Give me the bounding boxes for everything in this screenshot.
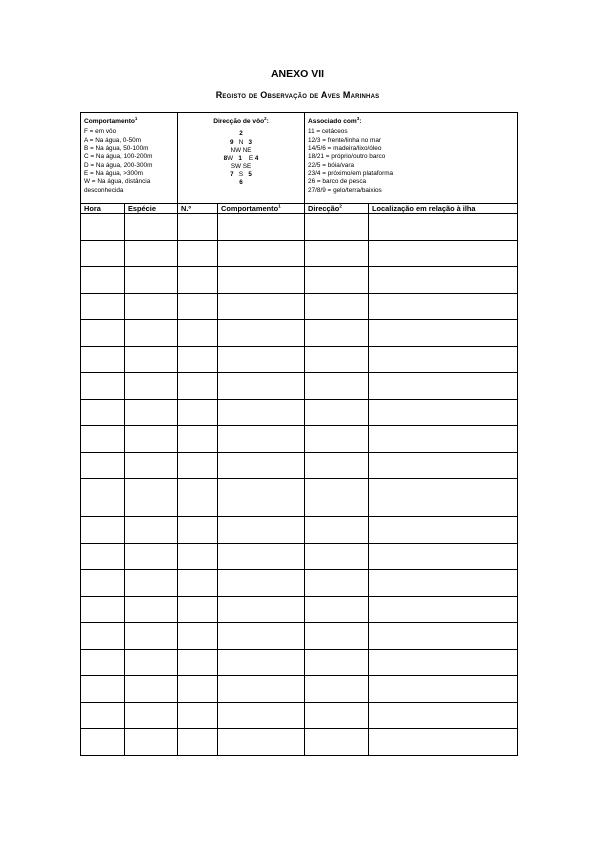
cell-direccao[interactable] [305,517,369,544]
cell-numero[interactable] [178,623,218,650]
cell-hora[interactable] [81,320,125,347]
cell-direccao[interactable] [305,320,369,347]
cell-comportamento[interactable] [218,729,305,756]
cell-especie[interactable] [125,479,178,517]
cell-hora[interactable] [81,702,125,729]
cell-especie[interactable] [125,649,178,676]
column-header-row [81,204,518,214]
cell-comportamento[interactable] [218,346,305,373]
associated-legend-item: 12/3 = frente/linha no mar [308,136,382,144]
cell-comportamento[interactable] [218,596,305,623]
column-header-direccao: Direcção$^2$ [305,204,369,214]
compass-center-number: 1 [238,154,242,162]
table-row [81,729,518,756]
cell-especie[interactable] [125,426,178,453]
compass-se-number: 5 [248,170,252,178]
behaviour-legend-item: E = Na água, >300m [84,169,143,177]
cell-numero[interactable] [178,320,218,347]
cell-hora[interactable] [81,267,125,294]
cell-localizacao[interactable] [369,346,518,373]
cell-direccao[interactable] [305,570,369,597]
page-title: ANEXO VII [270,68,325,80]
table-row [81,702,518,729]
table-row [81,452,518,479]
cell-numero[interactable] [178,676,218,703]
behaviour-legend-item: desconhecida [84,186,124,194]
cell-direccao[interactable] [305,729,369,756]
table-row [81,214,518,241]
cell-direccao[interactable] [305,596,369,623]
associated-legend-item: 18/21 = próprio/outro barco [308,153,386,161]
cell-numero[interactable] [178,596,218,623]
cell-comportamento[interactable] [218,373,305,400]
cell-comportamento[interactable] [218,426,305,453]
cell-especie[interactable] [125,214,178,241]
cell-numero[interactable] [178,702,218,729]
associated-legend-items [308,128,514,194]
compass-w-letter: W [227,154,234,162]
cell-direccao[interactable] [305,373,369,400]
compass-s-letter: S [238,170,244,178]
cell-comportamento[interactable] [218,267,305,294]
associated-legend-item: 11 = cetáceos [308,128,348,136]
table-row [81,373,518,400]
column-header-comportamento: Comportamento$^1$ [218,204,305,214]
compass-nw-number: 9 [229,138,234,146]
behaviour-legend [81,113,178,204]
behaviour-legend-item: B = Na água, 50-100m [84,145,149,153]
cell-numero[interactable] [178,452,218,479]
cell-comportamento[interactable] [218,479,305,517]
compass-e-letter: E [248,154,254,162]
table-row [81,596,518,623]
table-row [81,570,518,597]
cell-hora[interactable] [81,543,125,570]
cell-comportamento[interactable] [218,240,305,267]
cell-numero[interactable] [178,517,218,544]
cell-localizacao[interactable] [369,543,518,570]
cell-especie[interactable] [125,596,178,623]
cell-direccao[interactable] [305,267,369,294]
column-header-localizacao: Localização em relação à ilha [369,204,518,214]
compass-n-letter: N [238,138,244,146]
cell-hora[interactable] [81,729,125,756]
cell-direccao[interactable] [305,649,369,676]
cell-localizacao[interactable] [369,293,518,320]
cell-hora[interactable] [81,676,125,703]
cell-hora[interactable] [81,479,125,517]
column-header-numero: N.º [178,204,218,214]
compass-sw-se: SW SE [230,162,252,170]
cell-numero[interactable] [178,214,218,241]
cell-hora[interactable] [81,452,125,479]
cell-hora[interactable] [81,293,125,320]
cell-numero[interactable] [178,479,218,517]
column-header-especie: Espécie [125,204,178,214]
cell-comportamento[interactable] [218,320,305,347]
cell-localizacao[interactable] [369,702,518,729]
cell-numero[interactable] [178,293,218,320]
cell-numero[interactable] [178,729,218,756]
associated-legend-item: 26 = barco de pesca [308,178,367,186]
cell-numero[interactable] [178,399,218,426]
cell-hora[interactable] [81,346,125,373]
cell-direccao[interactable] [305,543,369,570]
cell-hora[interactable] [81,240,125,267]
table-row [81,399,518,426]
cell-especie[interactable] [125,702,178,729]
cell-comportamento[interactable] [218,293,305,320]
cell-direccao[interactable] [305,623,369,650]
cell-especie[interactable] [125,373,178,400]
table-row [81,267,518,294]
compass-sw-number: 7 [230,170,234,178]
table-row [81,517,518,544]
behaviour-legend-item: F = em vôo [84,128,117,136]
cell-direccao[interactable] [305,399,369,426]
cell-comportamento[interactable] [218,452,305,479]
cell-numero[interactable] [178,240,218,267]
cell-especie[interactable] [125,570,178,597]
compass-diagram [181,130,301,187]
cell-especie[interactable] [125,267,178,294]
direction-legend-title: Direcção de vôo$^2$: [213,116,269,126]
cell-especie[interactable] [125,676,178,703]
column-header-hora: Hora [81,204,125,214]
cell-direccao[interactable] [305,214,369,241]
cell-especie[interactable] [125,623,178,650]
table-row [81,623,518,650]
cell-localizacao[interactable] [369,373,518,400]
cell-numero[interactable] [178,543,218,570]
cell-numero[interactable] [178,346,218,373]
direction-legend [178,113,305,204]
cell-especie[interactable] [125,399,178,426]
compass-w-number: 8 [223,154,228,162]
behaviour-legend-item: A = Na água, 0-50m [84,136,142,144]
cell-direccao[interactable] [305,346,369,373]
cell-localizacao[interactable] [369,240,518,267]
cell-especie[interactable] [125,517,178,544]
table-row [81,240,518,267]
cell-hora[interactable] [81,517,125,544]
compass-nw-ne: NW NE [230,146,252,154]
associated-legend-title: Associado com$^3$: [308,116,362,126]
cell-direccao[interactable] [305,702,369,729]
cell-especie[interactable] [125,240,178,267]
cell-comportamento[interactable] [218,543,305,570]
compass-ne-number: 3 [248,138,253,146]
cell-especie[interactable] [125,452,178,479]
cell-comportamento[interactable] [218,517,305,544]
table-row [81,346,518,373]
cell-especie[interactable] [125,293,178,320]
table-row [81,293,518,320]
cell-localizacao[interactable] [369,729,518,756]
table-row [81,543,518,570]
cell-localizacao[interactable] [369,426,518,453]
cell-direccao[interactable] [305,426,369,453]
cell-comportamento[interactable] [218,214,305,241]
cell-direccao[interactable] [305,479,369,517]
cell-direccao[interactable] [305,240,369,267]
compass-n-number: 2 [239,130,243,138]
cell-especie[interactable] [125,543,178,570]
cell-comportamento[interactable] [218,570,305,597]
cell-localizacao[interactable] [369,649,518,676]
table-row [81,320,518,347]
compass-s-number: 6 [239,179,243,187]
cell-hora[interactable] [81,596,125,623]
cell-comportamento[interactable] [218,702,305,729]
associated-legend-item: 27/8/9 = gelo/terra/baixios [308,186,382,194]
cell-localizacao[interactable] [369,214,518,241]
cell-hora[interactable] [81,399,125,426]
cell-localizacao[interactable] [369,570,518,597]
table-row [81,426,518,453]
cell-numero[interactable] [178,570,218,597]
page-subtitle: Registo de Observação de Aves Marinhas [215,90,380,100]
cell-direccao[interactable] [305,676,369,703]
behaviour-legend-item: D = Na água, 200-300m [84,161,153,169]
cell-especie[interactable] [125,346,178,373]
cell-numero[interactable] [178,267,218,294]
cell-localizacao[interactable] [369,676,518,703]
cell-direccao[interactable] [305,452,369,479]
cell-localizacao[interactable] [369,596,518,623]
cell-hora[interactable] [81,570,125,597]
cell-comportamento[interactable] [218,649,305,676]
cell-hora[interactable] [81,623,125,650]
cell-hora[interactable] [81,426,125,453]
cell-localizacao[interactable] [369,320,518,347]
cell-hora[interactable] [81,373,125,400]
cell-numero[interactable] [178,426,218,453]
legend-row [81,113,518,204]
cell-numero[interactable] [178,373,218,400]
cell-especie[interactable] [125,729,178,756]
associated-legend-item: 22/5 = bóia/vara [308,161,355,169]
cell-direccao[interactable] [305,293,369,320]
cell-localizacao[interactable] [369,479,518,517]
table-row [81,676,518,703]
cell-numero[interactable] [178,649,218,676]
cell-hora[interactable] [81,214,125,241]
cell-localizacao[interactable] [369,267,518,294]
cell-comportamento[interactable] [218,399,305,426]
cell-comportamento[interactable] [218,676,305,703]
associated-legend-item: 23/4 = próximo/em plataforma [308,169,394,177]
cell-localizacao[interactable] [369,452,518,479]
cell-localizacao[interactable] [369,399,518,426]
observation-table [80,112,518,756]
behaviour-legend-item: C = Na água, 100-200m [84,153,153,161]
cell-localizacao[interactable] [369,517,518,544]
cell-comportamento[interactable] [218,623,305,650]
behaviour-legend-title: Comportamento$^1$ [84,116,138,126]
associated-legend-item: 14/5/6 = madeira/lixo/óleo [308,145,382,153]
cell-hora[interactable] [81,649,125,676]
behaviour-legend-item: W = Na água, distância [84,178,151,186]
behaviour-legend-items [84,128,174,194]
table-row [81,479,518,517]
table-row [81,649,518,676]
compass-e-number: 4 [254,154,259,162]
cell-localizacao[interactable] [369,623,518,650]
associated-legend [305,113,518,204]
cell-especie[interactable] [125,320,178,347]
